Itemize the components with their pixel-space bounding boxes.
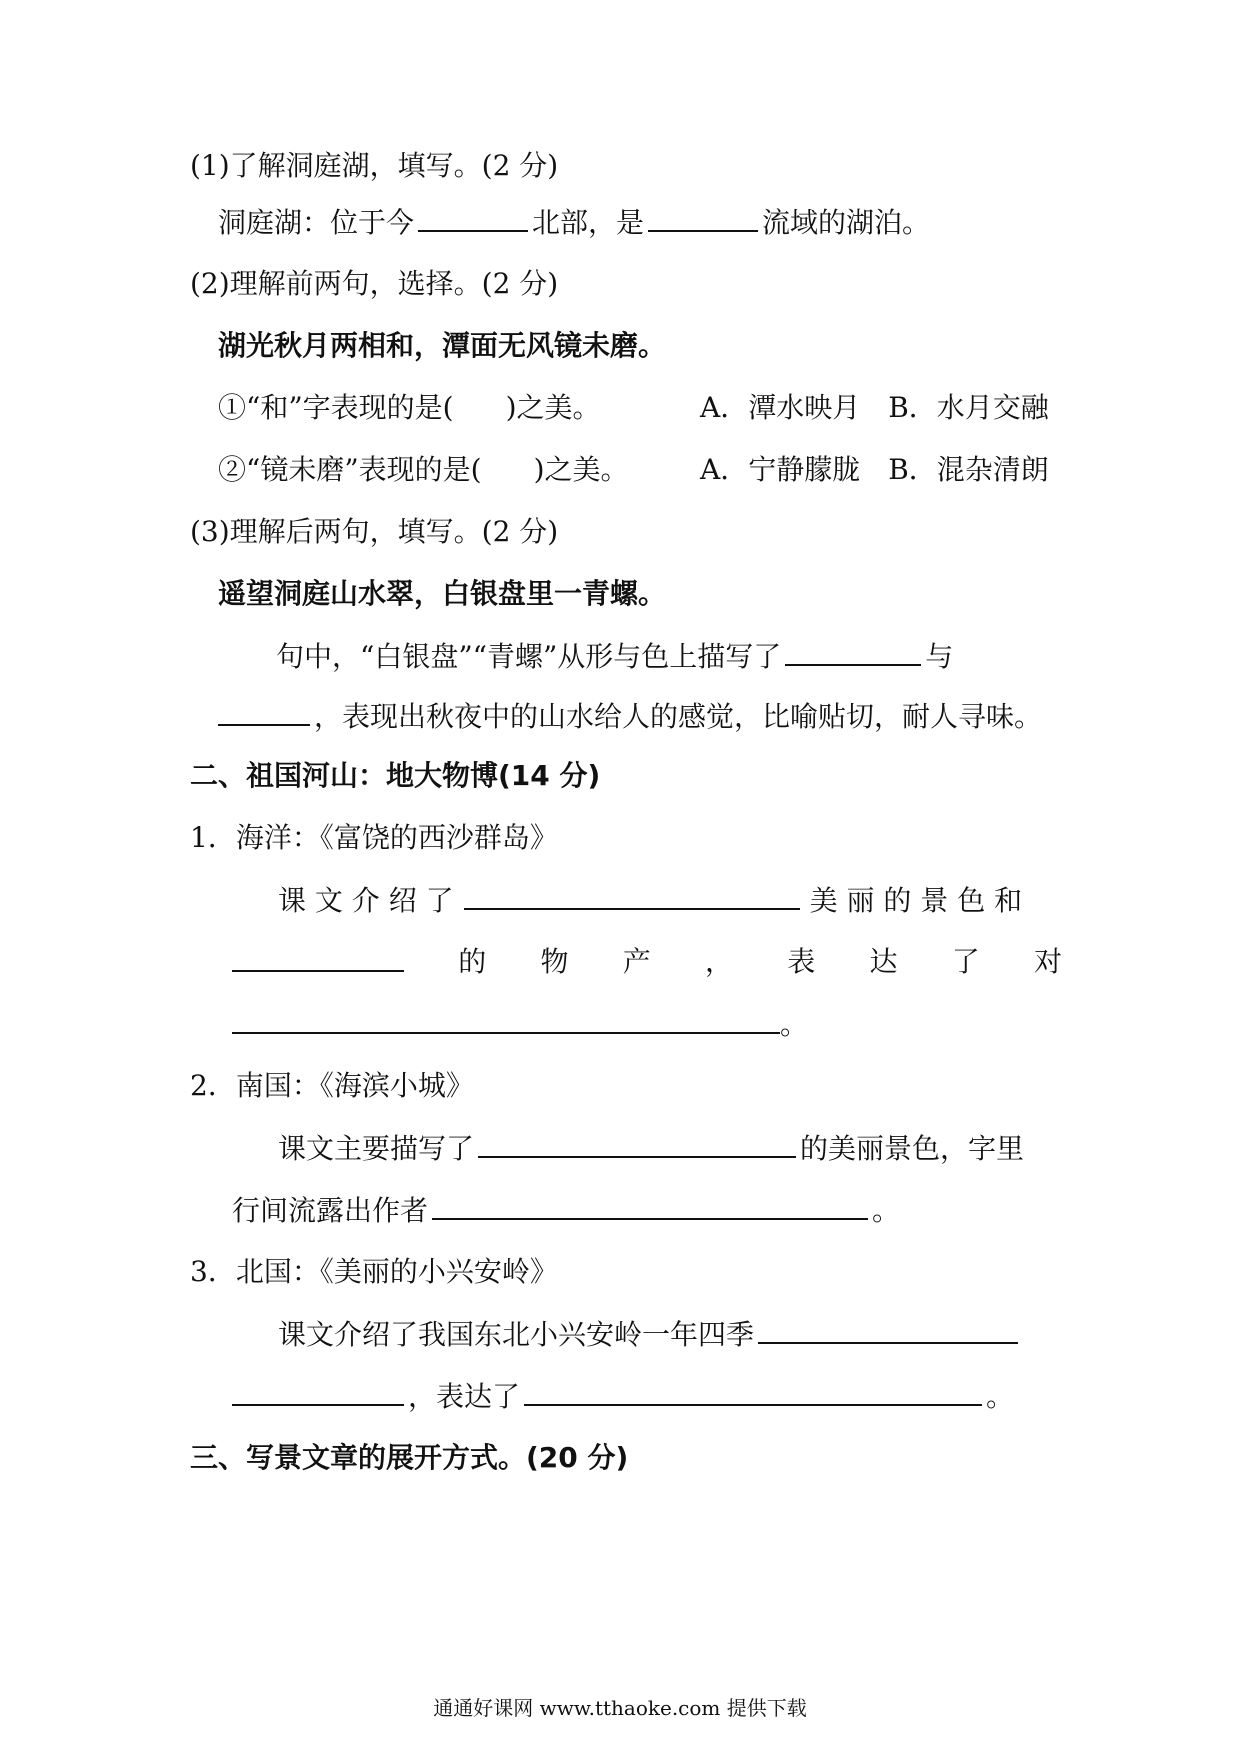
period: 。 [872,1194,901,1227]
justified-char: 达 [869,945,898,978]
choice-question-1 [218,386,1088,430]
justified-char: 物 [540,945,569,978]
item-2-3-line2 [232,1374,1102,1419]
poem-line-1: 湖光秋月两相和，潭面无风镜未磨。 [218,329,667,362]
item-2-2-title: 2．南国：《海滨小城》 [190,1069,474,1102]
justified-char: 了 [951,945,980,978]
blank[interactable] [785,634,921,666]
item-2-1-line3 [232,1002,1102,1047]
blank[interactable] [432,1188,868,1220]
justified-char: ， [704,945,733,978]
question-1-label: (1)了解洞庭湖，填写。(2 分) [190,149,559,182]
blank[interactable] [218,694,310,726]
justified-char: 的 [458,945,487,978]
justified-char: 对 [1033,945,1062,978]
choice-1-suffix: )之美。 [505,391,601,424]
q1-text-b: 北部，是 [532,206,645,239]
blank[interactable] [232,1002,780,1034]
choice-1-options: A．潭水映月 B．水月交融 [700,391,1049,424]
item-2-3-text-b: ，表达了 [408,1380,521,1413]
question-1-fill [218,200,1088,245]
item-2-1-title: 1．海洋：《富饶的西沙群岛》 [190,821,558,854]
item-2-2-text-c: 行间流露出作者 [232,1194,429,1227]
item-2-2-line1 [278,1126,1148,1171]
question-3-fill-cont [218,694,1088,739]
item-2-1-line1 [278,878,1148,923]
choice-2-suffix: )之美。 [533,453,629,486]
blank[interactable] [418,200,528,232]
item-2-2-text-a: 课文主要描写了 [278,1132,475,1165]
footer-credit: 通通好课网 www.tthaoke.com 提供下载 [433,1696,807,1720]
q1-text-c: 流域的湖泊。 [762,206,931,239]
period: 。 [780,1008,809,1041]
choice-1-text: ①“和”字表现的是( [218,391,454,424]
item-2-1-line2 [232,940,1102,984]
question-3-fill [276,634,1146,679]
blank[interactable] [478,1126,796,1158]
poem-line-2: 遥望洞庭山水翠，白银盘里一青螺。 [218,577,667,610]
section-3-title: 三、写景文章的展开方式。(20 分) [190,1441,629,1474]
choice-2-text: ②“镜未磨”表现的是( [218,453,482,486]
blank[interactable] [648,200,758,232]
blank[interactable] [232,940,404,972]
question-3-label: (3)理解后两句，填写。(2 分) [190,515,559,548]
item-2-1-text-a: 课 文 介 绍 了 [278,884,454,917]
q3-text-a: 句中，“白银盘”“青螺”从形与色上描写了 [276,640,782,673]
q3-text-c: ，表现出秋夜中的山水给人的感觉，比喻贴切，耐人寻味。 [314,700,1043,733]
item-2-1-text-b: 美 丽 的 景 色 和 [809,884,1023,917]
item-2-2-line2 [232,1188,1102,1233]
blank[interactable] [524,1374,982,1406]
q1-text-a: 洞庭湖：位于今 [218,206,415,239]
q3-text-b: 与 [925,640,954,673]
section-2-title: 二、祖国河山：地大物博(14 分) [190,759,601,792]
choice-question-2 [218,448,1088,492]
blank[interactable] [758,1312,1018,1344]
item-2-3-line1 [278,1312,1148,1357]
blank[interactable] [232,1374,404,1406]
question-2-label: (2)理解前两句，选择。(2 分) [190,267,559,300]
period: 。 [986,1380,1015,1413]
justified-char: 表 [787,945,816,978]
justified-char: 产 [622,945,651,978]
choice-2-options: A．宁静朦胧 B．混杂清朗 [700,453,1049,486]
blank[interactable] [464,878,800,910]
item-2-2-text-b: 的美丽景色，字里 [800,1132,1025,1165]
item-2-3-text-a: 课文介绍了我国东北小兴安岭一年四季 [278,1318,755,1351]
item-2-3-title: 3．北国：《美丽的小兴安岭》 [190,1255,558,1288]
